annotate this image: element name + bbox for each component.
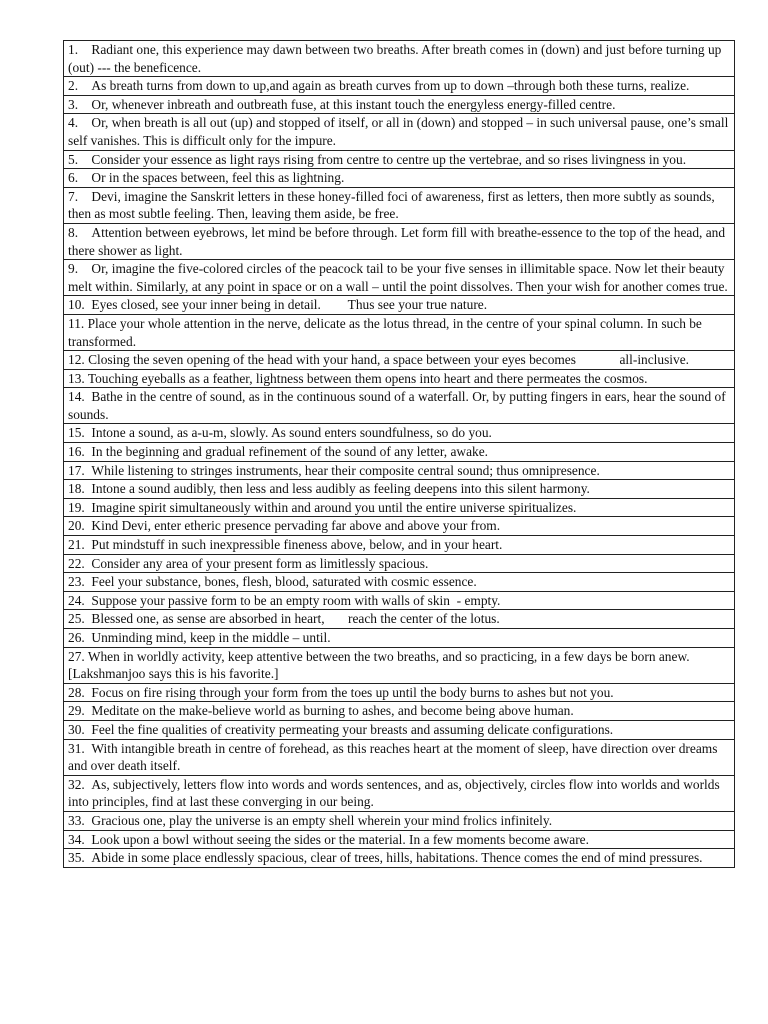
table-row xyxy=(64,95,735,114)
table-row xyxy=(64,629,735,648)
table-cell: 27. When in worldly activity, keep attentive between the two breaths, and so practicing, in a few days be born anew. [Lakshmanjoo says this is his favorite.] xyxy=(64,647,735,683)
table-cell: 4. Or, when breath is all out (up) and stopped of itself, or all in (down) and stopped – in such universal pause, one’s small self vanishes. This is difficult only for the impure. xyxy=(64,114,735,150)
table-cell: 17. While listening to stringes instruments, hear their composite central sound; thus omnipresence. xyxy=(64,461,735,480)
table-cell: 15. Intone a sound, as a-u-m, slowly. As sound enters soundfulness, so do you. xyxy=(64,424,735,443)
table-row xyxy=(64,223,735,259)
table-row xyxy=(64,498,735,517)
table-row xyxy=(64,41,735,77)
table-cell: 26. Unminding mind, keep in the middle – until. xyxy=(64,629,735,648)
table-cell: 31. With intangible breath in centre of forehead, as this reaches heart at the moment of sleep, have direction over dreams and over death itself. xyxy=(64,739,735,775)
table-cell: 2. As breath turns from down to up,and again as breath curves from up to down –through both these turns, realize. xyxy=(64,77,735,96)
table-cell: 30. Feel the fine qualities of creativity permeating your breasts and assuming delicate configurations. xyxy=(64,720,735,739)
table-cell: 8. Attention between eyebrows, let mind be before through. Let form fill with breathe-essence to the top of the head, and there shower as light. xyxy=(64,223,735,259)
table-row xyxy=(64,461,735,480)
table-row xyxy=(64,536,735,555)
table-cell: 11. Place your whole attention in the nerve, delicate as the lotus thread, in the centre of your spinal column. In such be transformed. xyxy=(64,314,735,350)
table-row xyxy=(64,150,735,169)
table-row xyxy=(64,849,735,868)
table-row xyxy=(64,480,735,499)
techniques-table-body xyxy=(64,41,735,868)
table-row xyxy=(64,296,735,315)
table-cell: 19. Imagine spirit simultaneously within and around you until the entire universe spiritualizes. xyxy=(64,498,735,517)
table-row xyxy=(64,351,735,370)
table-cell: 1. Radiant one, this experience may dawn between two breaths. After breath comes in (down) and just before turning up (out) --- the beneficence. xyxy=(64,41,735,77)
table-cell: 28. Focus on fire rising through your form from the toes up until the body burns to ashes but not you. xyxy=(64,683,735,702)
table-cell: 6. Or in the spaces between, feel this as lightning. xyxy=(64,169,735,188)
table-cell: 22. Consider any area of your present form as limitlessly spacious. xyxy=(64,554,735,573)
table-cell: 7. Devi, imagine the Sanskrit letters in these honey-filled foci of awareness, first as letters, then more subtly as sounds, then as most subtle feeling. Then, leaving them aside, be free. xyxy=(64,187,735,223)
table-cell: 20. Kind Devi, enter etheric presence pervading far above and above your from. xyxy=(64,517,735,536)
table-cell: 21. Put mindstuff in such inexpressible fineness above, below, and in your heart. xyxy=(64,536,735,555)
table-cell: 34. Look upon a bowl without seeing the sides or the material. In a few moments become aware. xyxy=(64,830,735,849)
table-cell: 25. Blessed one, as sense are absorbed in heart, reach the center of the lotus. xyxy=(64,610,735,629)
table-row xyxy=(64,77,735,96)
table-cell: 3. Or, whenever inbreath and outbreath fuse, at this instant touch the energyless energy-filled centre. xyxy=(64,95,735,114)
techniques-table xyxy=(63,40,735,868)
table-row xyxy=(64,260,735,296)
table-cell: 12. Closing the seven opening of the head with your hand, a space between your eyes becomes all-inclusive. xyxy=(64,351,735,370)
table-row xyxy=(64,775,735,811)
table-row xyxy=(64,369,735,388)
table-row xyxy=(64,702,735,721)
table-row xyxy=(64,169,735,188)
table-cell: 9. Or, imagine the five-colored circles of the peacock tail to be your five senses in illimitable space. Now let their beauty melt within. Similarly, at any point in space or on a wall – until the point dissolves. Then your wish for another comes true. xyxy=(64,260,735,296)
table-cell: 16. In the beginning and gradual refinement of the sound of any letter, awake. xyxy=(64,443,735,462)
table-cell: 18. Intone a sound audibly, then less and less audibly as feeling deepens into this silent harmony. xyxy=(64,480,735,499)
table-row xyxy=(64,591,735,610)
table-cell: 5. Consider your essence as light rays rising from centre to centre up the vertebrae, and so rises livingness in you. xyxy=(64,150,735,169)
table-row xyxy=(64,517,735,536)
table-cell: 13. Touching eyeballs as a feather, lightness between them opens into heart and there permeates the cosmos. xyxy=(64,369,735,388)
table-cell: 32. As, subjectively, letters flow into words and words sentences, and as, objectively, circles flow into worlds and worlds into principles, find at last these converging in our being. xyxy=(64,775,735,811)
table-row xyxy=(64,443,735,462)
table-row xyxy=(64,314,735,350)
table-cell: 23. Feel your substance, bones, flesh, blood, saturated with cosmic essence. xyxy=(64,573,735,592)
table-cell: 29. Meditate on the make-believe world as burning to ashes, and become being above human. xyxy=(64,702,735,721)
table-row xyxy=(64,388,735,424)
table-row xyxy=(64,573,735,592)
table-row xyxy=(64,647,735,683)
table-row xyxy=(64,830,735,849)
table-row xyxy=(64,610,735,629)
table-row xyxy=(64,424,735,443)
table-row xyxy=(64,739,735,775)
table-row xyxy=(64,720,735,739)
table-cell: 24. Suppose your passive form to be an empty room with walls of skin - empty. xyxy=(64,591,735,610)
table-row xyxy=(64,683,735,702)
table-row xyxy=(64,811,735,830)
table-row xyxy=(64,187,735,223)
table-cell: 35. Abide in some place endlessly spacious, clear of trees, hills, habitations. Thence comes the end of mind pressures. xyxy=(64,849,735,868)
table-cell: 33. Gracious one, play the universe is an empty shell wherein your mind frolics infinitely. xyxy=(64,811,735,830)
table-row xyxy=(64,114,735,150)
table-cell: 10. Eyes closed, see your inner being in detail. Thus see your true nature. xyxy=(64,296,735,315)
table-row xyxy=(64,554,735,573)
table-cell: 14. Bathe in the centre of sound, as in the continuous sound of a waterfall. Or, by putting fingers in ears, hear the sound of sounds. xyxy=(64,388,735,424)
